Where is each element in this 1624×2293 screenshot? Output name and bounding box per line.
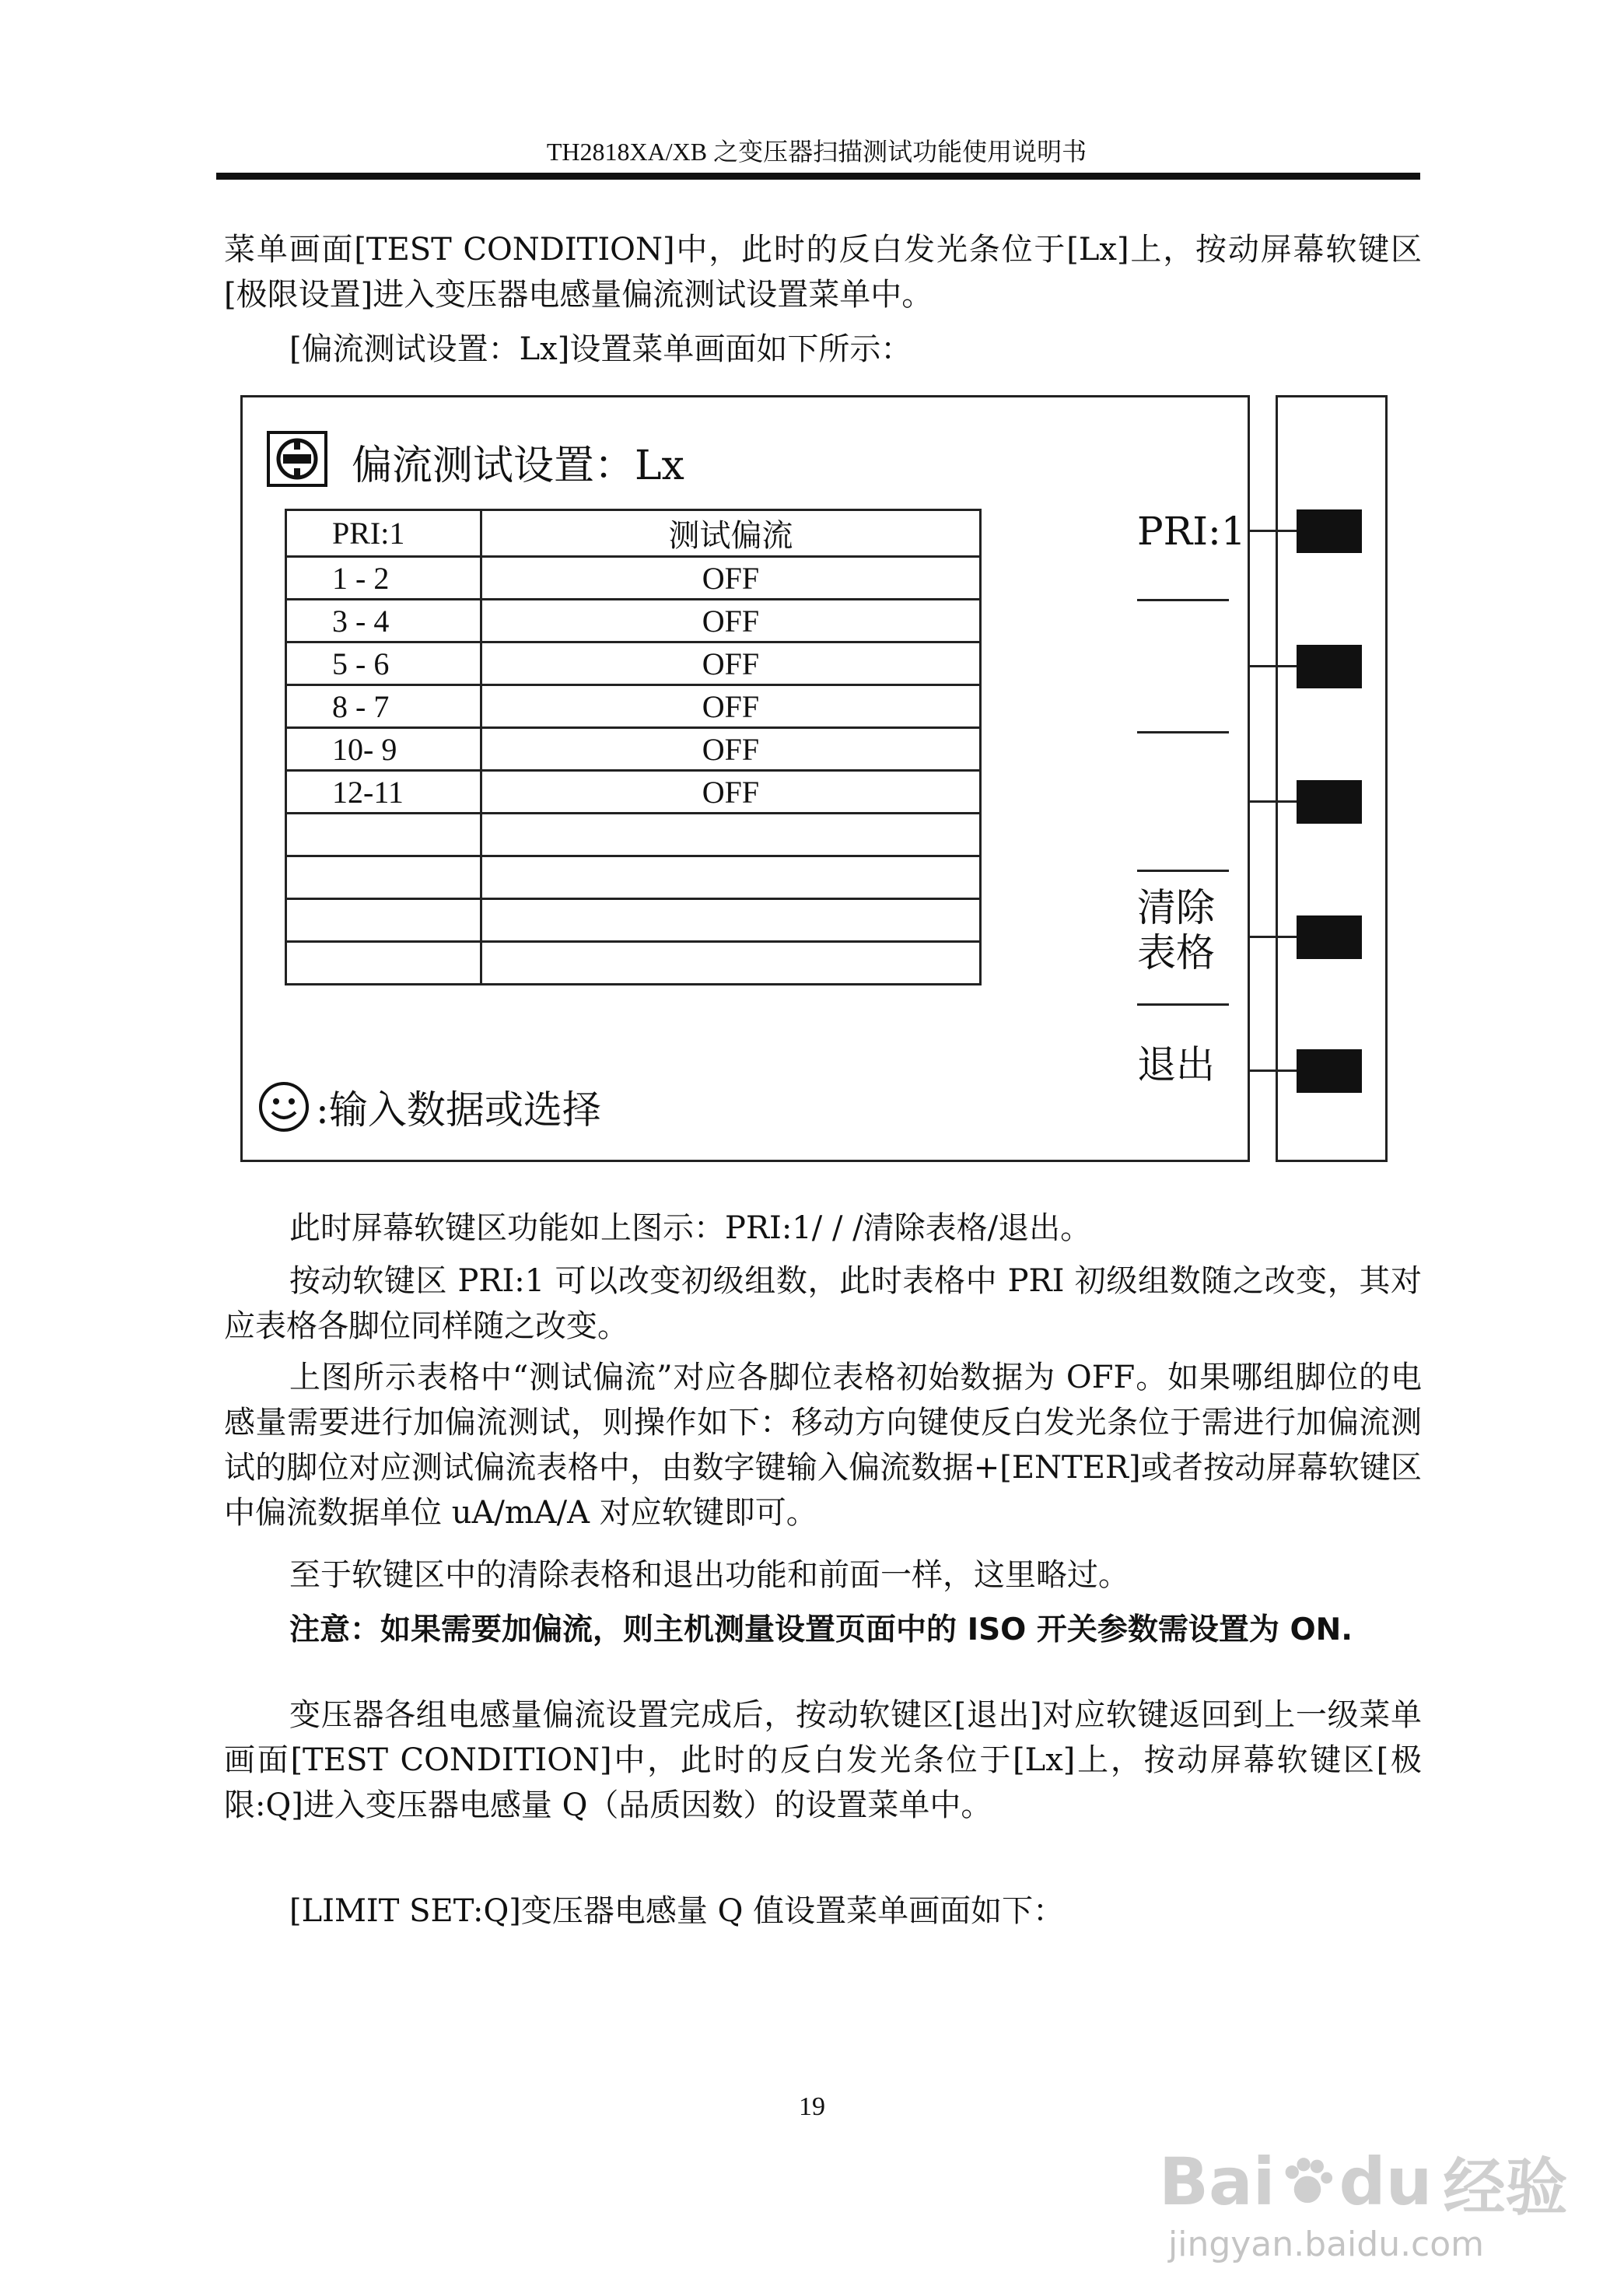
watermark-cn: 经验 <box>1443 2151 1568 2224</box>
table-row-empty <box>286 899 981 942</box>
table-row[interactable] <box>286 557 981 600</box>
softkey-divider <box>1137 731 1229 733</box>
screen-title: 偏流测试设置：Lx <box>352 443 684 489</box>
table-row[interactable] <box>286 600 981 642</box>
bias-cell[interactable]: OFF <box>481 728 981 771</box>
softkey-connector <box>1250 1069 1297 1072</box>
pin-cell: 12-11 <box>286 771 481 814</box>
pin-cell <box>286 814 481 856</box>
softkey-divider <box>1137 1003 1229 1006</box>
bias-cell[interactable]: OFF <box>481 685 981 728</box>
pin-cell: 3 - 4 <box>286 600 481 642</box>
bias-cell <box>481 814 981 856</box>
watermark-brand: Bai <box>1159 2144 1276 2220</box>
header-pri: PRI:1 <box>286 510 481 557</box>
softkey-button-2[interactable] <box>1297 645 1362 688</box>
paragraph-intro: 菜单画面[TEST CONDITION]中，此时的反白发光条位于[Lx]上，按动屏幕软键区[极限设置]进入变压器电感量偏流测试设置菜单中。 <box>224 232 1422 313</box>
softkey-button-1[interactable] <box>1297 509 1362 553</box>
table-row-empty <box>286 856 981 899</box>
document-header: TH2818XA/XB 之变压器扫描测试功能使用说明书 <box>546 138 1087 166</box>
paragraph-clear-exit: 至于软键区中的清除表格和退出功能和前面一样，这里略过。 <box>289 1557 1129 1593</box>
bias-cell <box>481 856 981 899</box>
softkey-label-clear: 清除 <box>1137 885 1215 930</box>
softkey-label-exit: 退出 <box>1137 1042 1215 1087</box>
header-bias: 测试偏流 <box>481 510 981 557</box>
softkey-divider <box>1137 599 1229 601</box>
table-row[interactable] <box>286 642 981 685</box>
bias-setup-icon <box>267 431 327 487</box>
paragraph-return: 变压器各组电感量偏流设置完成后，按动软键区[退出]对应软键返回到上一级菜单画面[TEST CONDITION]中，此时的反白发光条位于[Lx]上，按动屏幕软键区[极限:Q]进入变压器电感量 Q（品质因数）的设置菜单中。 <box>224 1697 1422 1823</box>
pin-cell: 10- 9 <box>286 728 481 771</box>
bias-cell[interactable]: OFF <box>481 771 981 814</box>
note-iso: 注意：如果需要加偏流，则主机测量设置页面中的 ISO 开关参数需设置为 ON. <box>289 1612 1353 1647</box>
pin-cell <box>286 899 481 942</box>
bias-cell[interactable]: OFF <box>481 557 981 600</box>
table-row-empty <box>286 942 981 985</box>
softkey-button-5[interactable] <box>1297 1049 1362 1093</box>
paragraph-figure-caption: [偏流测试设置：Lx]设置菜单画面如下所示： <box>289 331 912 367</box>
softkey-connector <box>1250 936 1297 938</box>
softkey-connector <box>1250 530 1297 532</box>
softkey-label-table: 表格 <box>1137 930 1215 975</box>
bias-cell[interactable]: OFF <box>481 642 981 685</box>
bias-cell <box>481 899 981 942</box>
table-header-row <box>286 510 981 557</box>
bias-cell[interactable]: OFF <box>481 600 981 642</box>
status-line <box>257 1080 601 1134</box>
paw-icon <box>1279 2153 1336 2211</box>
pin-cell <box>286 856 481 899</box>
watermark-url: jingyan.baidu.com <box>1168 2225 1485 2264</box>
page-number: 19 <box>799 2092 825 2121</box>
bias-cell <box>481 942 981 985</box>
paragraph-q-caption: [LIMIT SET:Q]变压器电感量 Q 值设置菜单画面如下： <box>289 1893 1065 1929</box>
softkey-button-3[interactable] <box>1297 780 1362 824</box>
pin-cell: 8 - 7 <box>286 685 481 728</box>
bias-table <box>285 509 982 985</box>
softkey-connector <box>1250 800 1297 803</box>
softkey-label-pri: PRI:1 <box>1137 509 1246 554</box>
paragraph-softkey-functions: 此时屏幕软键区功能如上图示：PRI:1/ / /清除表格/退出。 <box>289 1210 1092 1246</box>
baidu-watermark <box>1159 2139 1602 2264</box>
softkey-connector <box>1250 665 1297 667</box>
paragraph-bias-operation: 上图所示表格中“测试偏流”对应各脚位表格初始数据为 OFF。如果哪组脚位的电感量需要进行加偏流测试，则操作如下：移动方向键使反白发光条位于需进行加偏流测试的脚位对应测试偏流表格中，由数字键输入偏流数据+[ENTER]或者按动屏幕软键区中偏流数据单位 uA/mA/A 对应软键即可。 <box>224 1360 1422 1531</box>
paragraph-pri-key: 按动软键区 PRI:1 可以改变初级组数，此时表格中 PRI 初级组数随之改变，其对应表格各脚位同样随之改变。 <box>224 1263 1422 1344</box>
table-row[interactable] <box>286 771 981 814</box>
header-rule <box>216 173 1420 180</box>
watermark-brand2: du <box>1339 2144 1433 2220</box>
smiley-icon <box>257 1080 311 1134</box>
pin-cell: 5 - 6 <box>286 642 481 685</box>
table-row[interactable] <box>286 685 981 728</box>
table-row-empty <box>286 814 981 856</box>
status-text: :输入数据或选择 <box>316 1087 601 1132</box>
softkey-divider <box>1137 870 1229 872</box>
softkey-button-4[interactable] <box>1297 915 1362 959</box>
pin-cell <box>286 942 481 985</box>
table-row[interactable] <box>286 728 981 771</box>
pin-cell: 1 - 2 <box>286 557 481 600</box>
